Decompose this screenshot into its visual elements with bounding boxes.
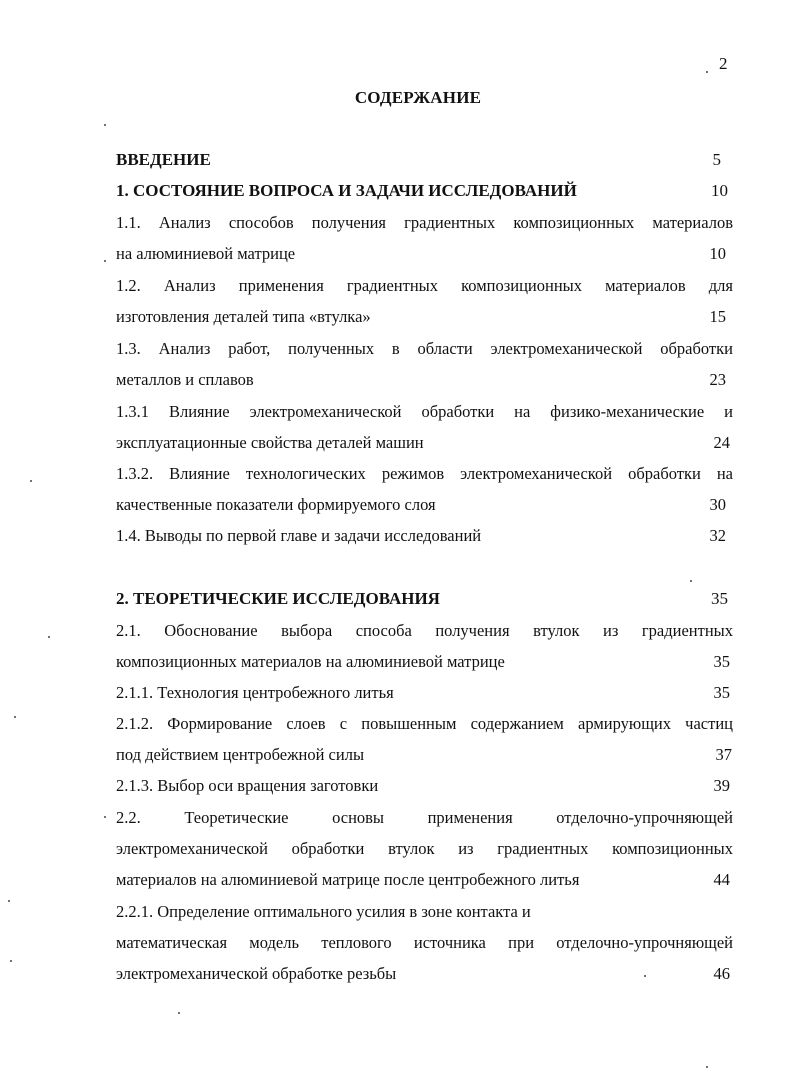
toc-entry-title-cont: качественные показатели формируемого слоя xyxy=(116,495,436,514)
toc-entry-title: 1.4. Выводы по первой главе и задачи исследований xyxy=(116,526,482,545)
toc-entry-page: 15 xyxy=(709,307,726,326)
toc-entry-page: 10 xyxy=(709,244,726,263)
scan-speck xyxy=(104,816,106,818)
toc-entry-page: 35 xyxy=(711,589,728,608)
toc-entry-title-cont: математическая модель теплового источника при отделочно-упрочняющей xyxy=(116,933,733,952)
scan-speck xyxy=(178,1012,180,1014)
toc-entry-title-cont: электромеханической обработке резьбы xyxy=(116,964,397,983)
toc-entry-title: 1.3.2. Влияние технологических режимов электромеханической обработки на xyxy=(116,464,733,483)
toc-entry-page: 37 xyxy=(715,745,732,764)
toc-entry-page: 10 xyxy=(711,181,728,200)
toc-entry-page: 39 xyxy=(713,776,730,795)
scan-speck xyxy=(104,124,106,126)
toc-entry-title-cont: композиционных материалов на алюминиевой матрице xyxy=(116,652,505,671)
scan-speck xyxy=(14,716,16,718)
toc-entry-title: 1.1. Анализ способов получения градиентных композиционных материалов xyxy=(116,213,733,232)
toc-entry-title: 1.3.1 Влияние электромеханической обработки на физико-механические и xyxy=(116,402,733,421)
toc-entry-title-cont: материалов на алюминиевой матрице после центробежного литья xyxy=(116,870,580,889)
toc-entry-title-cont: под действием центробежной силы xyxy=(116,745,365,764)
toc-entry-title: 2.2. Теоретические основы применения отделочно-упрочняющей xyxy=(116,808,733,827)
toc-entry-title: 1. СОСТОЯНИЕ ВОПРОСА И ЗАДАЧИ ИССЛЕДОВАНИЙ xyxy=(116,181,577,200)
scan-speck xyxy=(8,900,10,902)
toc-entry-title-cont: электромеханической обработки втулок из градиентных композиционных xyxy=(116,839,733,858)
scan-speck xyxy=(706,1066,708,1068)
toc-entry-page: 30 xyxy=(709,495,726,514)
toc-entry-page: 35 xyxy=(713,652,730,671)
toc-entry-page: 5 xyxy=(712,150,721,169)
toc-entry-page: 32 xyxy=(709,526,726,545)
toc-entry-title-cont: металлов и сплавов xyxy=(116,370,254,389)
toc-entry-page: 46 xyxy=(713,964,730,983)
toc-entry-title: 1.3. Анализ работ, полученных в области электромеханической обработки xyxy=(116,339,733,358)
toc-entry-title: 2.2.1. Определение оптимального усилия в зоне контакта и xyxy=(116,902,531,921)
toc-entry-title: 2.1.2. Формирование слоев с повышенным содержанием армирующих частиц xyxy=(116,714,733,733)
toc-entry-title: 1.2. Анализ применения градиентных композиционных материалов для xyxy=(116,276,733,295)
toc-entry-title-cont: изготовления деталей типа «втулка» xyxy=(116,307,371,326)
scan-speck xyxy=(706,71,708,73)
toc-entry-page: 23 xyxy=(709,370,726,389)
page-number: 2 xyxy=(719,54,728,73)
scan-speck xyxy=(10,960,12,962)
toc-entry-title: 2.1.1. Технология центробежного литья xyxy=(116,683,394,702)
page-title: СОДЕРЖАНИЕ xyxy=(354,88,482,107)
toc-entry-title: 2.1. Обоснование выбора способа получения втулок из градиентных xyxy=(116,621,733,640)
toc-entry-page: 24 xyxy=(713,433,730,452)
toc-entry-title: 2. ТЕОРЕТИЧЕСКИЕ ИССЛЕДОВАНИЯ xyxy=(116,589,440,608)
scan-speck xyxy=(30,480,32,482)
toc-entry-title: ВВЕДЕНИЕ xyxy=(116,150,211,169)
scan-speck xyxy=(104,260,106,262)
toc-entry-page: 35 xyxy=(713,683,730,702)
toc-entry-title-cont: на алюминиевой матрице xyxy=(116,244,296,263)
scan-speck xyxy=(690,580,692,582)
scan-speck xyxy=(644,975,646,977)
toc-entry-title: 2.1.3. Выбор оси вращения заготовки xyxy=(116,776,379,795)
toc-entry-title-cont: эксплуатационные свойства деталей машин xyxy=(116,433,424,452)
scan-speck xyxy=(48,636,50,638)
toc-entry-page: 44 xyxy=(713,870,730,889)
